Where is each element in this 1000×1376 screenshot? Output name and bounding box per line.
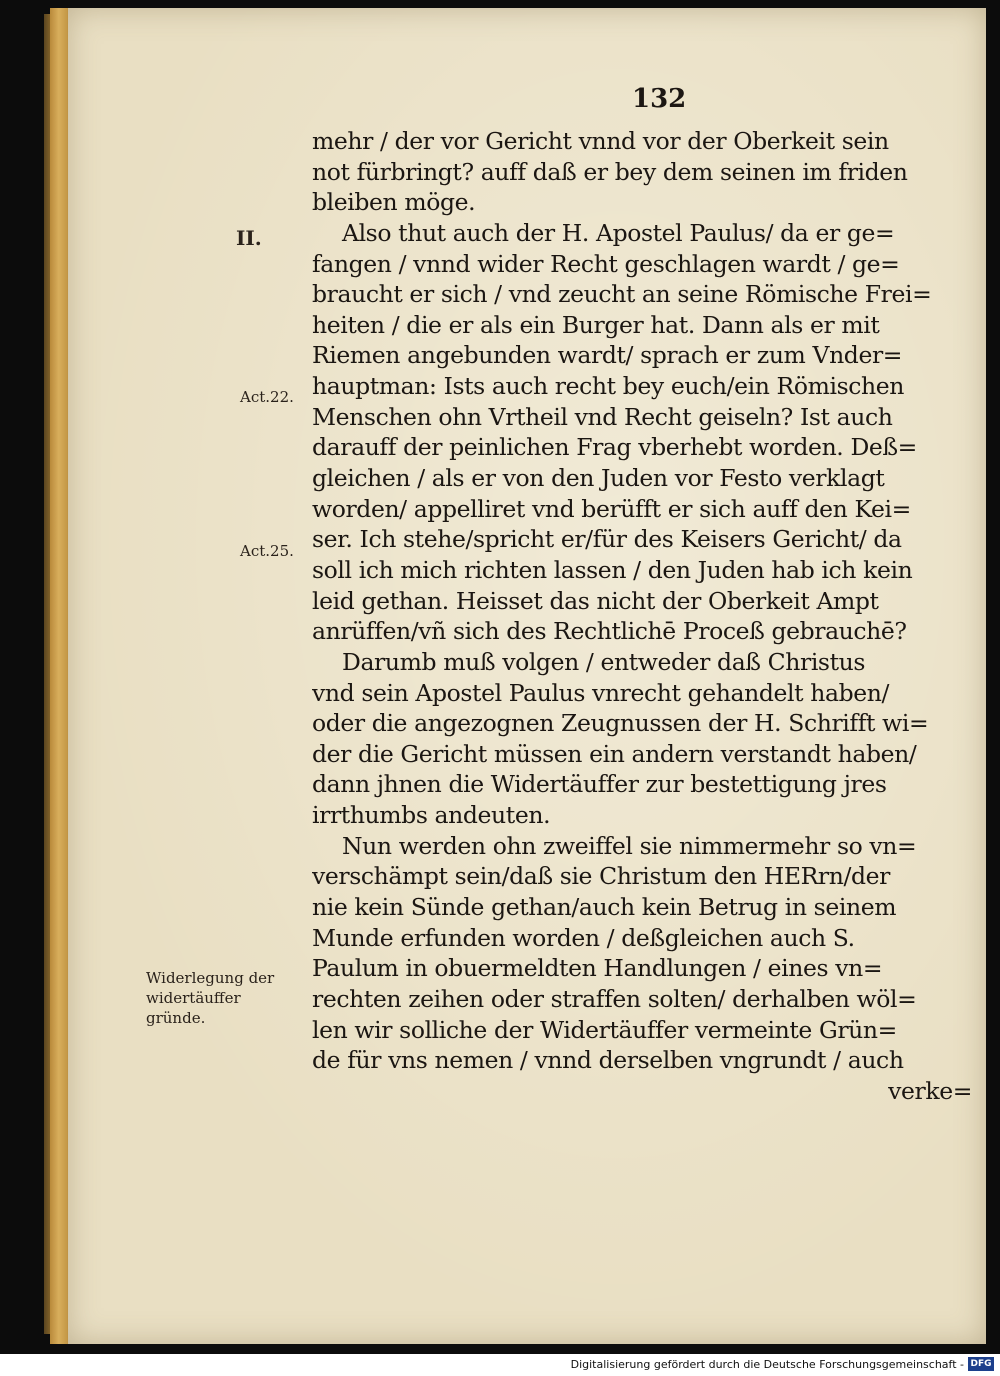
text-line: braucht er sich / vnd zeucht an seine Römische Frei= (312, 280, 932, 309)
text-line: ser. Ich stehe/spricht er/für des Keisers Gericht/ da (312, 525, 902, 554)
text-line: nie kein Sünde gethan/auch kein Betrug in seinem (312, 893, 897, 922)
margin-note-line: gründe. (146, 1009, 206, 1027)
text-line: Darumb muß volgen / entweder daß Christus (342, 647, 866, 676)
margin-note-widerlegung (146, 968, 274, 1028)
text-line: bleiben möge. (312, 188, 476, 217)
text-line: anrüffen/vñ sich des Rechtlichē Proceß gebrauchē? (312, 617, 907, 646)
text-line: hauptman: Ists auch recht bey euch/ein Römischen (312, 372, 904, 401)
text-line: rechten zeihen oder straffen solten/ derhalben wöl= (312, 984, 917, 1013)
text-line: verschämpt sein/daß sie Christum den HERrn/der (312, 862, 890, 891)
body-text (312, 126, 984, 1107)
text-line: soll ich mich richten lassen / den Juden hab ich kein (312, 555, 913, 584)
text-line: Also thut auch der H. Apostel Paulus/ da er ge= (342, 218, 895, 247)
text-line: oder die angezognen Zeugnussen der H. Schrifft wi= (312, 709, 929, 738)
text-line: worden/ appelliret vnd berüfft er sich auff den Kei= (312, 494, 911, 523)
margin-note-line: widertäuffer (146, 989, 241, 1007)
text-line: der die Gericht müssen ein andern verstandt haben/ (312, 739, 917, 768)
text-line: Nun werden ohn zweiffel sie nimmermehr so vn= (342, 831, 917, 860)
text-line: Menschen ohn Vrtheil vnd Recht geiseln? Ist auch (312, 402, 893, 431)
text-line: darauff der peinlichen Frag vberhebt worden. Deß= (312, 433, 917, 462)
margin-ref-act22: Act.22. (240, 388, 294, 406)
text-line: heiten / die er als ein Burger hat. Dann als er mit (312, 310, 880, 339)
text-line: dann jhnen die Widertäuffer zur bestettigung jres (312, 770, 887, 799)
text-line: vnd sein Apostel Paulus vnrecht gehandelt haben/ (312, 678, 889, 707)
text-line: irrthumbs andeuten. (312, 801, 551, 830)
page-number: 132 (632, 84, 687, 114)
text-line: Riemen angebunden wardt/ sprach er zum Vnder= (312, 341, 903, 370)
margin-section-number: II. (236, 226, 262, 250)
text-line: Paulum in obuermeldten Handlungen / eines vn= (312, 954, 883, 983)
text-line: leid gethan. Heisset das nicht der Oberkeit Ampt (312, 586, 879, 615)
margin-note-line: Widerlegung der (146, 969, 275, 987)
margin-ref-act25: Act.25. (240, 542, 294, 560)
footer-credit: Digitalisierung gefördert durch die Deutsche Forschungsgemeinschaft - (570, 1358, 964, 1371)
text-line: not fürbringt? auff daß er bey dem seinen im friden (312, 157, 908, 186)
text-line: fangen / vnnd wider Recht geschlagen wardt / ge= (312, 249, 900, 278)
text-line: Munde erfunden worden / deßgleichen auch S. (312, 923, 855, 952)
dfg-logo-icon: DFG (968, 1357, 994, 1371)
catchword: verke= (888, 1076, 972, 1105)
text-line: de für vns nemen / vnnd derselben vngrundt / auch (312, 1046, 904, 1075)
text-line: mehr / der vor Gericht vnnd vor der Oberkeit sein (312, 127, 889, 155)
text-line: gleichen / als er von den Juden vor Festo verklagt (312, 464, 885, 493)
text-line: len wir solliche der Widertäuffer vermeinte Grün= (312, 1015, 897, 1044)
